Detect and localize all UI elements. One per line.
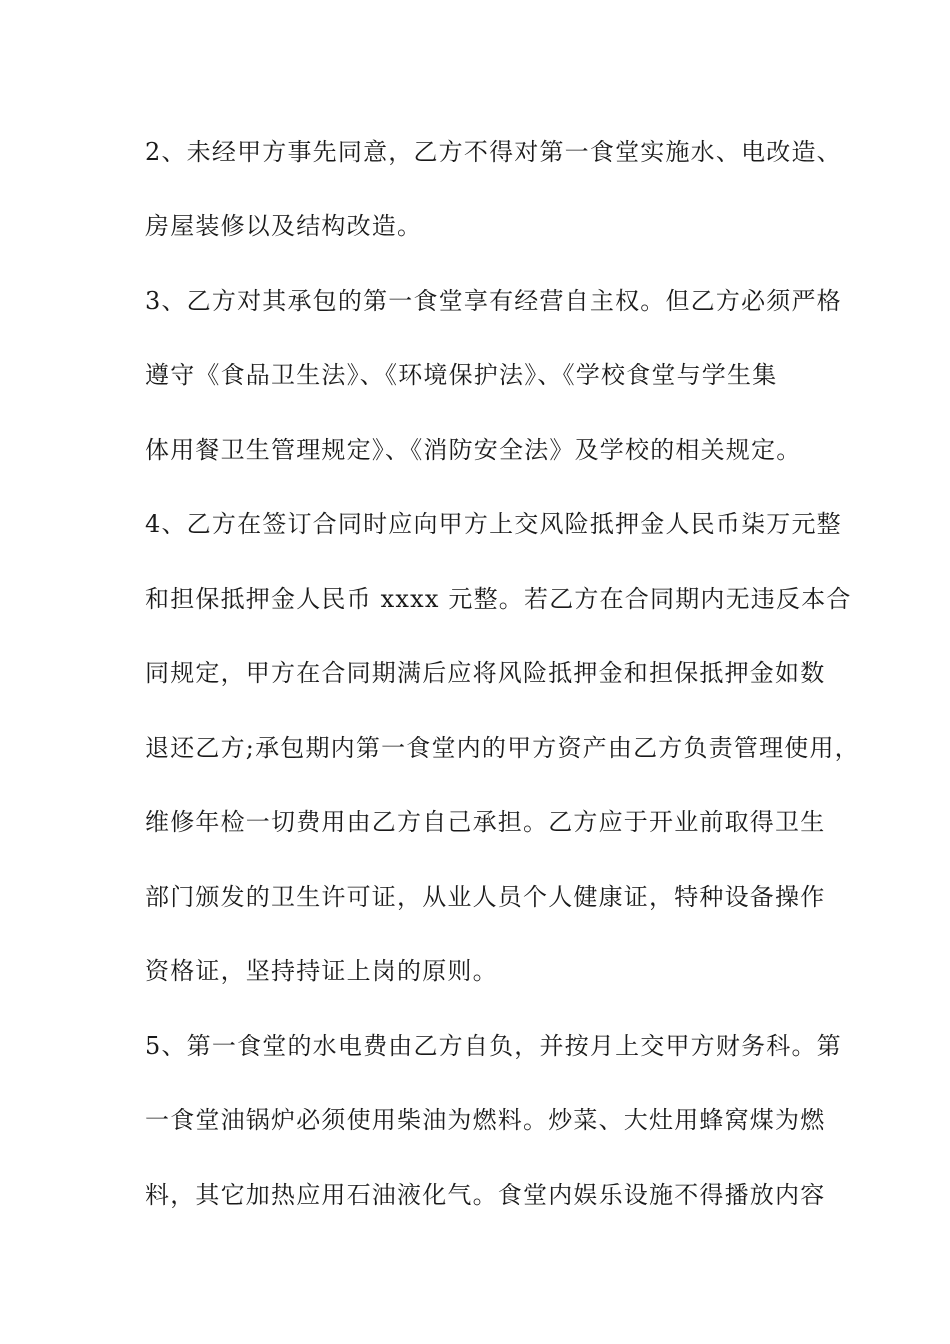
text-line: 一食堂油锅炉必须使用柴油为燃料。炒菜、大灶用蜂窝煤为燃 xyxy=(145,1106,826,1134)
text-line: 房屋装修以及结构改造。 xyxy=(145,212,423,240)
text-line: 维修年检一切费用由乙方自己承担。乙方应于开业前取得卫生 xyxy=(145,808,826,836)
text-line: 退还乙方;承包期内第一食堂内的甲方资产由乙方负责管理使用， xyxy=(145,734,860,762)
text-line: 体用餐卫生管理规定》、《消防安全法》及学校的相关规定。 xyxy=(145,436,802,464)
text-line: 料，其它加热应用石油液化气。食堂内娱乐设施不得播放内容 xyxy=(145,1181,826,1209)
text-line: 部门颁发的卫生许可证，从业人员个人健康证，特种设备操作 xyxy=(145,883,826,911)
text-line: 遵守《食品卫生法》、《环境保护法》、《学校食堂与学生集 xyxy=(145,361,778,389)
text-line: 4、乙方在签订合同时应向甲方上交风险抵押金人民币柒万元整 xyxy=(145,510,842,538)
text-line: 2、未经甲方事先同意，乙方不得对第一食堂实施水、电改造、 xyxy=(145,138,842,166)
text-line: 5、第一食堂的水电费由乙方自负，并按月上交甲方财务科。第 xyxy=(145,1032,842,1060)
text-line: 资格证，坚持持证上岗的原则。 xyxy=(145,957,498,985)
text-line: 同规定，甲方在合同期满后应将风险抵押金和担保抵押金如数 xyxy=(145,659,826,687)
text-line: 和担保抵押金人民币 xxxx 元整。若乙方在合同期内无违反本合 xyxy=(145,585,852,613)
text-line: 3、乙方对其承包的第一食堂享有经营自主权。但乙方必须严格 xyxy=(145,287,842,315)
